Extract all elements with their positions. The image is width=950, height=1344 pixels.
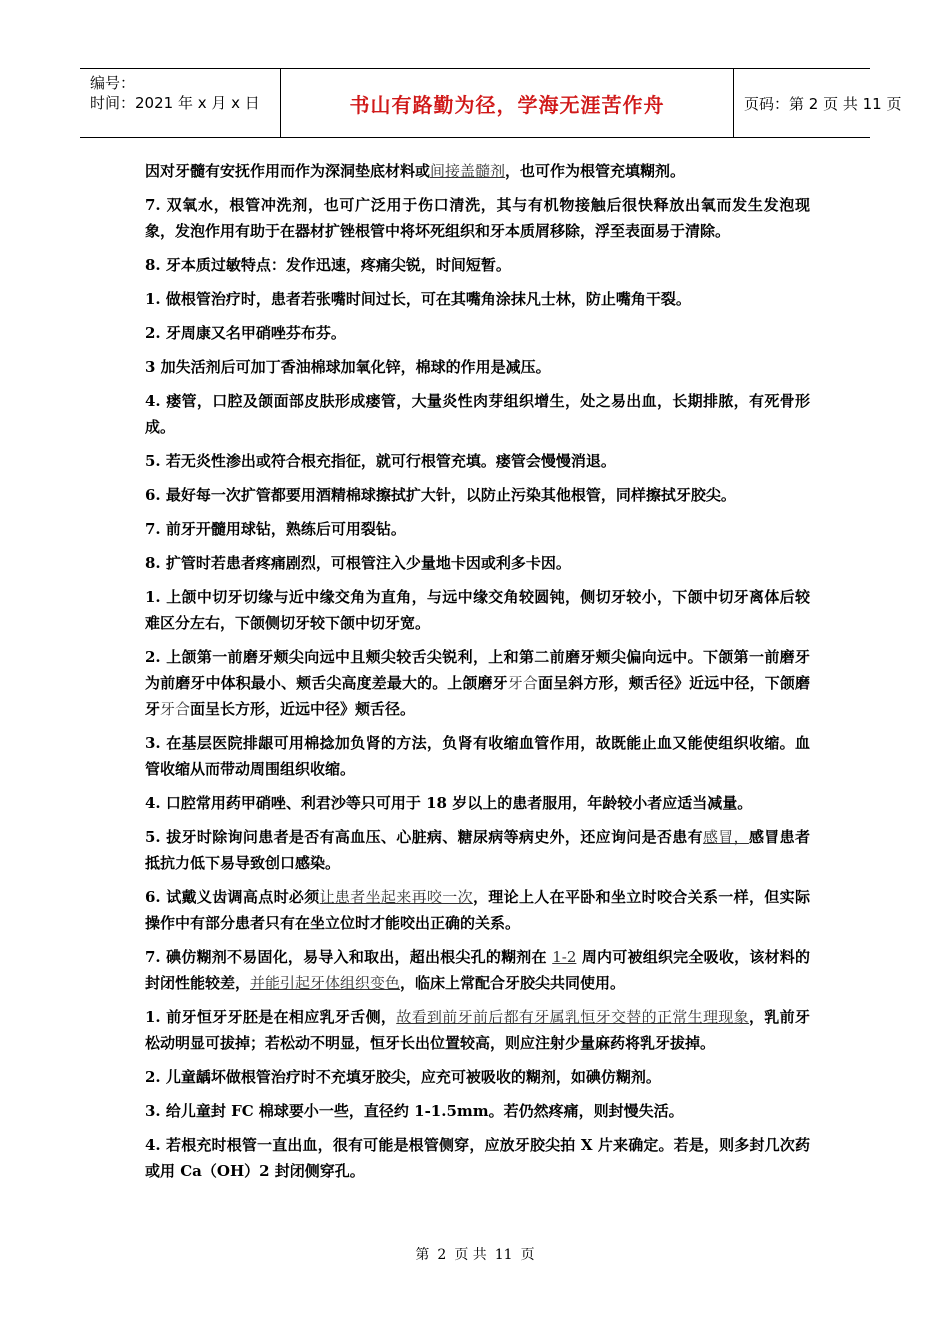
paragraph bbox=[145, 790, 810, 816]
inline-term: 牙合 bbox=[160, 700, 191, 718]
text-segment: 1. 上颌中切牙切缘与近中缘交角为直角，与远中缘交角较圆钝，侧切牙较小，下颌中切牙离体后较难区分左右，下颌侧切牙较下颌中切牙宽。 bbox=[145, 588, 810, 632]
header-motto: 书山有路勤为径，学海无涯苦作舟 bbox=[349, 92, 665, 117]
document-number-label: 编号： bbox=[90, 74, 136, 92]
paragraph bbox=[145, 824, 810, 876]
text-segment: 4. 口腔常用药甲硝唑、利君沙等只可用于 18 岁以上的患者服用，年龄较小者应适当减量。 bbox=[145, 794, 753, 812]
paragraph bbox=[145, 516, 810, 542]
text-segment: 1. 做根管治疗时，患者若张嘴时间过长，可在其嘴角涂抹凡士林，防止嘴角干裂。 bbox=[145, 290, 691, 308]
document-body bbox=[145, 158, 810, 1192]
text-segment: 面呈斜方形，颊舌径》近远中径，下颌磨牙 bbox=[145, 674, 810, 718]
paragraph bbox=[145, 482, 810, 508]
paragraph bbox=[145, 448, 810, 474]
paragraph bbox=[145, 354, 810, 380]
text-segment: 7. 碘仿糊剂不易固化，易导入和取出，超出根尖孔的糊剂在 bbox=[145, 948, 553, 966]
paragraph bbox=[145, 286, 810, 312]
annotated-text[interactable]: 感冒， bbox=[702, 828, 749, 846]
text-segment: 3. 在基层医院排龈可用棉捻加负肾的方法，负肾有收缩血管作用，故既能止血又能使组织收缩。血管收缩从而带动周围组织收缩。 bbox=[145, 734, 810, 778]
document-time-label: 时间：2021 年 x 月 x 日 bbox=[90, 94, 260, 112]
paragraph bbox=[145, 158, 810, 184]
paragraph bbox=[145, 1132, 810, 1184]
text-segment: 面呈长方形，近远中径》颊舌径。 bbox=[190, 700, 416, 718]
text-segment: 8. 扩管时若患者疼痛剧烈，可根管注入少量地卡因或利多卡因。 bbox=[145, 554, 571, 572]
text-segment: 1. 前牙恒牙牙胚是在相应乳牙舌侧， bbox=[145, 1008, 397, 1026]
paragraph bbox=[145, 192, 810, 244]
text-segment: ，临床上常配合牙胶尖共同使用。 bbox=[400, 974, 626, 992]
text-segment: 感冒患者抵抗力低下易导致创口感染。 bbox=[145, 828, 810, 872]
paragraph bbox=[145, 1004, 810, 1056]
text-segment: 4. 若根充时根管一直出血，很有可能是根管侧穿，应放牙胶尖拍 X 片来确定。若是，则多封几次药或用 Ca（OH）2 封闭侧穿孔。 bbox=[145, 1136, 810, 1180]
text-segment: 2. 牙周康又名甲硝唑芬布芬。 bbox=[145, 324, 346, 342]
text-segment: 周内可被组织完全吸收，该材料的封闭性能较差， bbox=[145, 948, 810, 992]
text-segment: ，理论上人在平卧和坐立时咬合关系一样，但实际操作中有部分患者只有在坐立位时才能咬出正确的关系。 bbox=[145, 888, 810, 932]
annotated-text[interactable]: 1-2 bbox=[552, 948, 577, 966]
text-segment: 5. 拔牙时除询问患者是否有高血压、心脏病、糖尿病等病史外，还应询问是否患有 bbox=[145, 828, 703, 846]
page-header bbox=[80, 68, 902, 138]
text-segment: ，乳前牙松动明显可拔掉；若松动不明显，恒牙长出位置较高，则应注射少量麻药将乳牙拔掉。 bbox=[145, 1008, 810, 1052]
paragraph bbox=[145, 252, 810, 278]
header-page-code: 页码：第 2 页 共 11 页 bbox=[744, 94, 902, 113]
footer-suffix: 页 bbox=[520, 1247, 535, 1263]
header-motto-cell bbox=[281, 69, 734, 137]
header-page-cell bbox=[734, 69, 902, 137]
footer-page-number: 2 bbox=[437, 1247, 447, 1263]
text-segment: ，也可作为根管充填糊剂。 bbox=[505, 162, 686, 180]
annotated-text[interactable]: 并能引起牙体组织变色 bbox=[250, 974, 401, 992]
paragraph bbox=[145, 1098, 810, 1124]
text-segment: 7. 双氧水，根管冲洗剂，也可广泛用于伤口清洗，其与有机物接触后很快释放出氧而发生发泡现象，发泡作用有助于在器材扩锉根管中将坏死组织和牙本质屑移除，浮至表面易于清除。 bbox=[145, 196, 810, 240]
text-segment: 5. 若无炎性渗出或符合根充指征，就可行根管充填。瘘管会慢慢消退。 bbox=[145, 452, 616, 470]
footer-mid: 页 共 bbox=[454, 1247, 487, 1263]
paragraph bbox=[145, 388, 810, 440]
text-segment: 因对牙髓有安抚作用而作为深洞垫底材料或 bbox=[145, 162, 431, 180]
paragraph bbox=[145, 1064, 810, 1090]
paragraph bbox=[145, 550, 810, 576]
text-segment: 7. 前牙开髓用球钻，熟练后可用裂钻。 bbox=[145, 520, 406, 538]
header-meta bbox=[80, 69, 281, 137]
text-segment: 8. 牙本质过敏特点：发作迅速，疼痛尖锐，时间短暂。 bbox=[145, 256, 511, 274]
annotated-text[interactable]: 让患者坐起来再咬一次 bbox=[319, 888, 473, 906]
paragraph bbox=[145, 320, 810, 346]
footer-prefix: 第 bbox=[415, 1247, 430, 1263]
annotated-text[interactable]: 故看到前牙前后都有牙属乳恒牙交替的正常生理现象 bbox=[396, 1008, 749, 1026]
paragraph bbox=[145, 584, 810, 636]
text-segment: 6. 最好每一次扩管都要用酒精棉球擦拭扩大针，以防止污染其他根管，同样擦拭牙胶尖。 bbox=[145, 486, 736, 504]
text-segment: 2. 儿童龋坏做根管治疗时不充填牙胶尖，应充可被吸收的糊剂，如碘仿糊剂。 bbox=[145, 1068, 661, 1086]
text-segment: 3 加失活剂后可加丁香油棉球加氧化锌，棉球的作用是减压。 bbox=[145, 358, 551, 376]
annotated-text[interactable]: 间接盖髓剂 bbox=[430, 162, 506, 180]
text-segment: 3. 给儿童封 FC 棉球要小一些，直径约 1-1.5mm。若仍然疼痛，则封慢失活。 bbox=[145, 1102, 684, 1120]
text-segment: 2. 上颌第一前磨牙颊尖向远中且颊尖较舌尖锐利，上和第二前磨牙颊尖偏向远中。下颌第一前磨牙为前磨牙中体积最小、颊舌尖高度差最大的。上颌磨牙 bbox=[145, 648, 810, 692]
text-segment: 4. 瘘管，口腔及颌面部皮肤形成瘘管，大量炎性肉芽组织增生，处之易出血，长期排脓，有死骨形成。 bbox=[145, 392, 810, 436]
paragraph bbox=[145, 644, 810, 722]
paragraph bbox=[145, 944, 810, 996]
inline-term: 牙合 bbox=[507, 674, 539, 692]
text-segment: 6. 试戴义齿调高点时必须 bbox=[145, 888, 320, 906]
footer-total-pages: 11 bbox=[494, 1247, 513, 1263]
page-footer bbox=[0, 1244, 950, 1264]
paragraph bbox=[145, 884, 810, 936]
paragraph bbox=[145, 730, 810, 782]
